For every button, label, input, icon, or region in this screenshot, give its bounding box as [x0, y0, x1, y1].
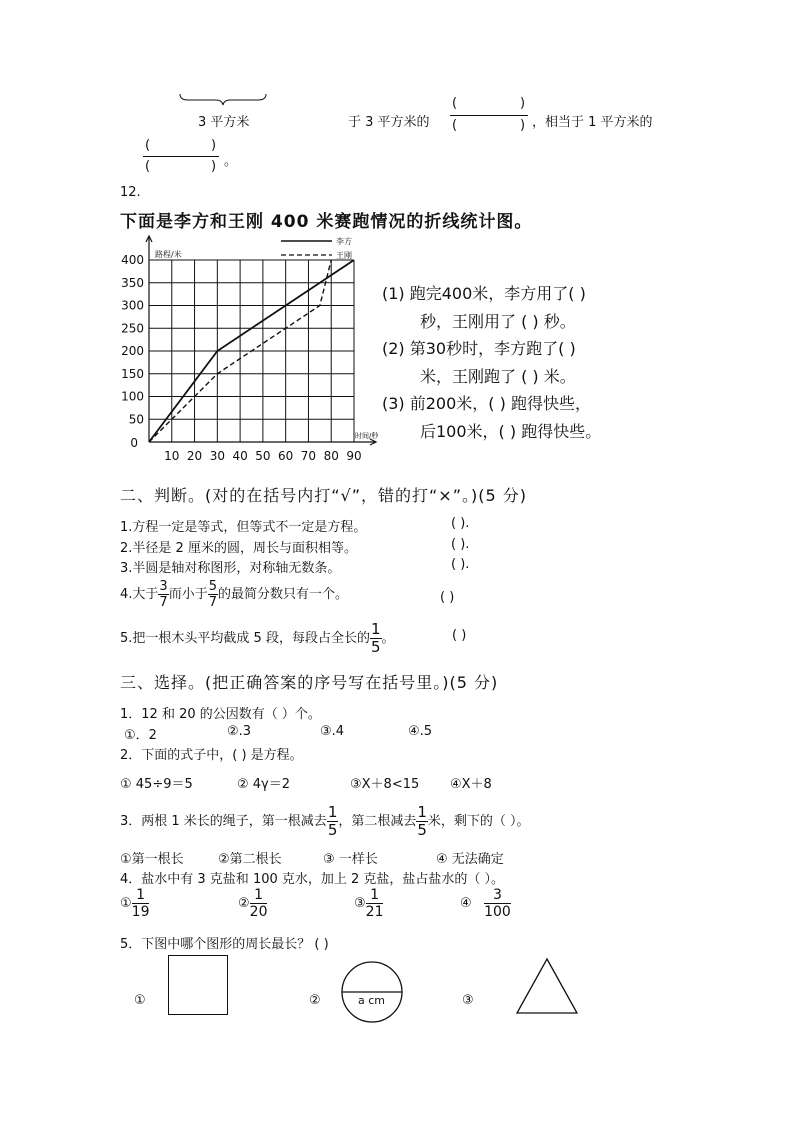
q12-question-line: 后100米，( ) 跑得快些。 [420, 421, 602, 441]
top-period: 。 [224, 154, 238, 169]
race-line-chart [110, 232, 380, 462]
fraction: $\frac{1}{5}$ [417, 803, 427, 839]
shape-label-2: ② [309, 993, 321, 1008]
judge-item-3: 3.半圆是轴对称图形，对称轴无数条。 [120, 561, 341, 576]
section3-title: 三、选择。(把正确答案的序号写在括号里。)(5 分) [120, 673, 499, 692]
q12-question-line: (2) 第30秒时，李方跑了( ) [382, 339, 576, 358]
y-tick-label: 100 [121, 389, 144, 404]
y-tick-label: 250 [121, 321, 144, 336]
judge-paren-2[interactable]: ( ). [451, 537, 470, 552]
q12-title: 下面是李方和王刚 400 米赛跑情况的折线统计图。 [120, 212, 533, 232]
choice-q2-opt[interactable]: ③X＋8<15 [350, 777, 420, 792]
q12-question-line: 秒，王刚用了 ( ) 秒。 [420, 311, 576, 331]
fraction-bar [450, 115, 528, 116]
brace-icon [178, 92, 268, 106]
fraction: $\frac{1}{5}$ [370, 620, 381, 656]
choice-q4: 4．盐水中有 3 克盐和 100 克水，加上 2 克盐，盐占盐水的（ ）。 [120, 872, 505, 887]
choice-q1-opt[interactable]: ②.3 [227, 724, 252, 739]
paren-open: ( [452, 118, 458, 133]
choice-q1: 1．12 和 20 的公因数有（ ）个。 [120, 707, 321, 722]
fraction: $\frac{1}{21}$ [365, 887, 384, 920]
choice-q4-opt[interactable]: ③ $\frac{1}{21}$ [354, 887, 384, 920]
top-brace [178, 92, 268, 110]
q12-question-line: 米，王刚跑了 ( ) 米。 [420, 366, 576, 386]
fraction: $\frac{1}{19}$ [131, 887, 150, 920]
choice-q4-opt[interactable]: ① $\frac{1}{19}$ [120, 887, 150, 920]
judge-item-5: 5.把一根木头平均截成 5 段，每段占全长的 $\frac{1}{5}$ 。 [120, 620, 395, 656]
x-tick-label: 20 [186, 449, 203, 462]
top-part2a: 于 3 平方米的 [348, 115, 430, 130]
circle-diameter-label: a cm [358, 994, 386, 1007]
x-tick-label: 50 [255, 449, 271, 462]
choice-q1-opt[interactable]: ①．2 [124, 728, 157, 743]
y-tick-label: 400 [121, 253, 144, 267]
triangle-shape[interactable] [514, 956, 580, 1016]
y-axis-label: 路程/米 [155, 250, 182, 259]
shape-label-3: ③ [462, 993, 474, 1008]
judge-paren-3[interactable]: ( ). [451, 557, 470, 572]
choice-q2: 2．下面的式子中，( ) 是方程。 [120, 748, 303, 763]
shape-label-1: ① [134, 993, 146, 1008]
q12-question-line: (3) 前200米，( ) 跑得快些， [382, 394, 591, 413]
x-tick-label: 90 [346, 449, 362, 462]
x-tick-label: 10 [164, 449, 180, 462]
top-fraction-blank-2 [143, 138, 223, 178]
top-fraction-blank-1 [450, 96, 530, 136]
square-shape[interactable] [168, 955, 228, 1015]
section2-title: 二、判断。(对的在括号内打“√”，错的打“×”。)(5 分) [120, 486, 527, 505]
paren-close: ) [211, 159, 217, 174]
paren-close: ) [520, 118, 526, 133]
paren-close: ) [211, 138, 217, 153]
choice-q2-opt[interactable]: ① 45÷9＝5 [120, 777, 193, 792]
x-tick-label: 30 [209, 449, 225, 462]
q12-question-line: (1) 跑完400米，李方用了( ) [382, 284, 586, 303]
paren-close: ) [520, 96, 526, 111]
origin-label: 0 [130, 436, 138, 450]
fraction-bar [143, 156, 219, 157]
judge-paren-4[interactable]: ( ) [440, 590, 455, 605]
x-axis-label: 时间/秒 [355, 432, 379, 440]
fraction: $\frac{3}{7}$ [159, 579, 168, 610]
y-tick-label: 150 [121, 366, 144, 381]
legend-label: 王刚 [336, 251, 352, 260]
judge-paren-5[interactable]: ( ) [452, 628, 467, 643]
fraction: $\frac{5}{7}$ [208, 579, 217, 610]
choice-q4-opt[interactable]: ② $\frac{1}{20}$ [238, 887, 268, 920]
x-tick-label: 70 [300, 449, 317, 462]
choice-q2-opt[interactable]: ② 4γ＝2 [237, 777, 291, 792]
choice-q3-opt[interactable]: ①第一根长 [120, 852, 184, 867]
judge-item-4: 4.大于 $\frac{3}{7}$ 而小于 $\frac{5}{7}$ 的最简分数只有一个。 [120, 579, 348, 610]
choice-q5: 5．下图中哪个图形的周长最长？ ( ) [120, 937, 329, 952]
paren-open: ( [145, 159, 151, 174]
legend-label: 李方 [336, 237, 352, 246]
judge-paren-1[interactable]: ( ). [451, 516, 470, 531]
y-tick-label: 50 [128, 412, 144, 427]
fraction: $\frac{1}{5}$ [327, 803, 338, 839]
x-tick-label: 80 [323, 449, 339, 462]
choice-q3-opt[interactable]: ②第二根长 [218, 852, 282, 867]
choice-q4-opt[interactable]: ④ $\frac{3}{100}$ [460, 887, 511, 920]
top-part2b: ，相当于 1 平方米的 [532, 115, 653, 130]
choice-q3-opt[interactable]: ③ 一样长 [323, 852, 378, 867]
choice-q1-opt[interactable]: ③.4 [320, 724, 345, 739]
x-tick-label: 40 [232, 449, 248, 462]
paren-open: ( [452, 96, 458, 111]
choice-q2-opt[interactable]: ④X＋8 [450, 777, 492, 792]
y-tick-label: 350 [121, 275, 144, 290]
fraction: $\frac{3}{100}$ [484, 887, 511, 920]
top-part1: 3 平方米 [198, 115, 250, 130]
choice-q1-opt[interactable]: ④.5 [408, 724, 433, 739]
fraction: $\frac{1}{20}$ [249, 887, 268, 920]
choice-q3-opt[interactable]: ④ 无法确定 [436, 852, 504, 867]
judge-item-1: 1.方程一定是等式，但等式不一定是方程。 [120, 520, 367, 535]
choice-q3: 3．两根 1 米长的绳子，第一根减去 $\frac{1}{5}$ ，第二根减去 $\frac{1}{5}$ 米，剩下的（ ）。 [120, 803, 530, 839]
judge-item-2: 2.半径是 2 厘米的圆，周长与面积相等。 [120, 541, 357, 556]
paren-open: ( [145, 138, 151, 153]
circle-shape[interactable] [334, 960, 410, 1024]
y-tick-label: 200 [121, 344, 144, 358]
x-tick-label: 60 [278, 449, 294, 462]
q12-questions [382, 280, 601, 445]
y-tick-label: 300 [121, 298, 144, 313]
q12-number: 12. [120, 185, 141, 200]
